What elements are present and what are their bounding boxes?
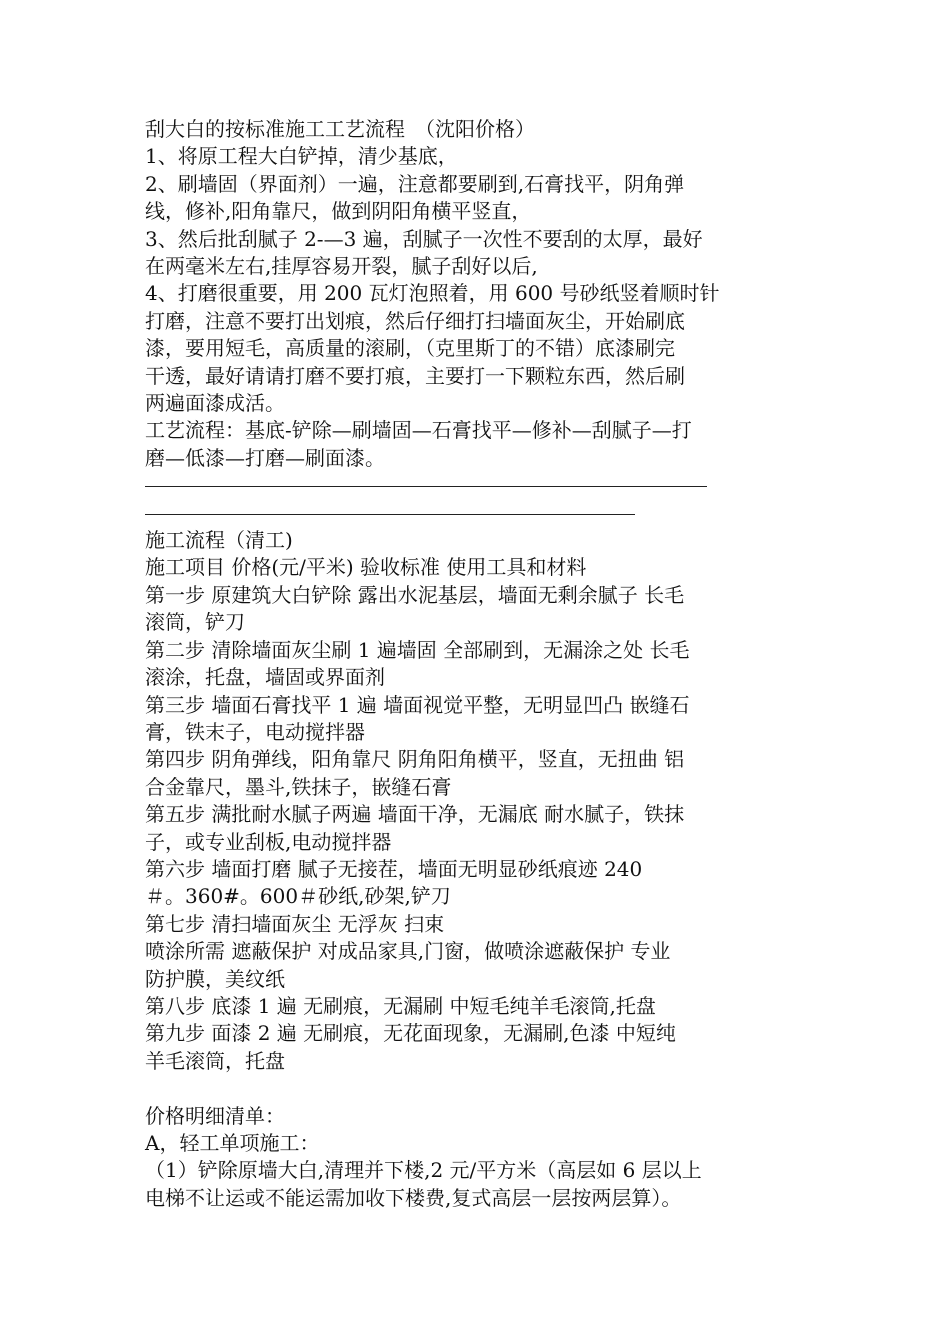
- text-line: 1、将原工程大白铲掉，清少基底，: [145, 144, 458, 169]
- text-line: A，轻工单项施工：: [145, 1130, 320, 1155]
- text-line: 电梯不让运或不能运需加收下楼费,复式高层一层按两层算）。: [145, 1185, 682, 1210]
- divider-line: [145, 472, 810, 499]
- text-line: 漆，要用短毛，高质量的滚刷，（克里斯丁的不错）底漆刷完: [145, 336, 675, 361]
- section-heading: 价格明细清单：: [145, 1103, 285, 1128]
- document-page: [145, 116, 810, 1212]
- text-line: 喷涂所需 遮蔽保护 对成品家具,门窗，做喷涂遮蔽保护 专业: [145, 939, 671, 964]
- text-line: 第五步 满批耐水腻子两遍 墙面干净，无漏底 耐水腻子，铁抹: [145, 802, 685, 827]
- text-line: 第四步 阴角弹线，阳角靠尺 阴角阳角横平，竖直，无扭曲 铝: [145, 747, 685, 772]
- text-line: 线，修补,阳角靠尺，做到阴阳角横平竖直，: [145, 199, 532, 224]
- divider-line: [145, 500, 810, 527]
- table-header-line: 施工项目 价格(元/平米) 验收标准 使用工具和材料: [145, 555, 587, 580]
- text-line: 第六步 墙面打磨 腻子无接茬，墙面无明显砂纸痕迹 240: [145, 856, 643, 881]
- text-line: 第一步 原建筑大白铲除 露出水泥基层，墙面无剩余腻子 长毛: [145, 582, 685, 607]
- text-line: （1）铲除原墙大白,清理并下楼,2 元/平方米（高层如 6 层以上: [145, 1158, 702, 1183]
- text-line: 磨—低漆—打磨—刷面漆。: [145, 445, 385, 470]
- text-line: 两遍面漆成活。: [145, 391, 285, 416]
- text-line: 3、然后批刮腻子 2-—3 遍，刮腻子一次性不要刮的太厚，最好: [145, 226, 703, 251]
- document-title: 刮大白的按标准施工工艺流程 （沈阳价格）: [145, 117, 535, 141]
- section-heading: 施工流程（清工): [145, 528, 293, 553]
- text-line: 羊毛滚筒，托盘: [145, 1048, 285, 1073]
- text-line: 滚涂，托盘，墙固或界面剂: [145, 665, 385, 690]
- text-line: ＃。360#。600＃砂纸,砂架,铲刀: [145, 884, 451, 909]
- text-line: 滚筒，铲刀: [145, 610, 245, 635]
- text-line: 4、打磨很重要，用 200 瓦灯泡照着，用 600 号砂纸竖着顺时针: [145, 281, 720, 306]
- text-line: 第九步 面漆 2 遍 无刷痕，无花面现象，无漏刷,色漆 中短纯: [145, 1021, 676, 1046]
- text-line: 打磨，注意不要打出划痕，然后仔细打扫墙面灰尘，开始刷底: [145, 308, 685, 333]
- text-line: 2、刷墙固（界面剂）一遍，注意都要刷到,石膏找平，阴角弹: [145, 171, 685, 196]
- text-line: 在两毫米左右,挂厚容易开裂，腻子刮好以后,: [145, 254, 538, 279]
- text-line: 第二步 清除墙面灰尘刷 1 遍墙固 全部刷到，无漏涂之处 长毛: [145, 637, 690, 662]
- text-line: 第七步 清扫墙面灰尘 无浮灰 扫束: [145, 911, 445, 936]
- text-line: 子，或专业刮板,电动搅拌器: [145, 829, 392, 854]
- text-line: 膏，铁末子，电动搅拌器: [145, 719, 365, 744]
- text-line: 第八步 底漆 1 遍 无刷痕，无漏刷 中短毛纯羊毛滚筒,托盘: [145, 993, 656, 1018]
- text-line: 防护膜，美纹纸: [145, 966, 285, 991]
- blank-line: [145, 1075, 810, 1102]
- text-line: 工艺流程：基底-铲除—刷墙固—石膏找平—修补—刮腻子—打: [145, 418, 692, 443]
- text-line: 合金靠尺，墨斗,铁抹子，嵌缝石膏: [145, 774, 452, 799]
- text-line: 第三步 墙面石膏找平 1 遍 墙面视觉平整，无明显凹凸 嵌缝石: [145, 692, 690, 717]
- text-line: 干透，最好请请打磨不要打痕，主要打一下颗粒东西，然后刷: [145, 363, 685, 388]
